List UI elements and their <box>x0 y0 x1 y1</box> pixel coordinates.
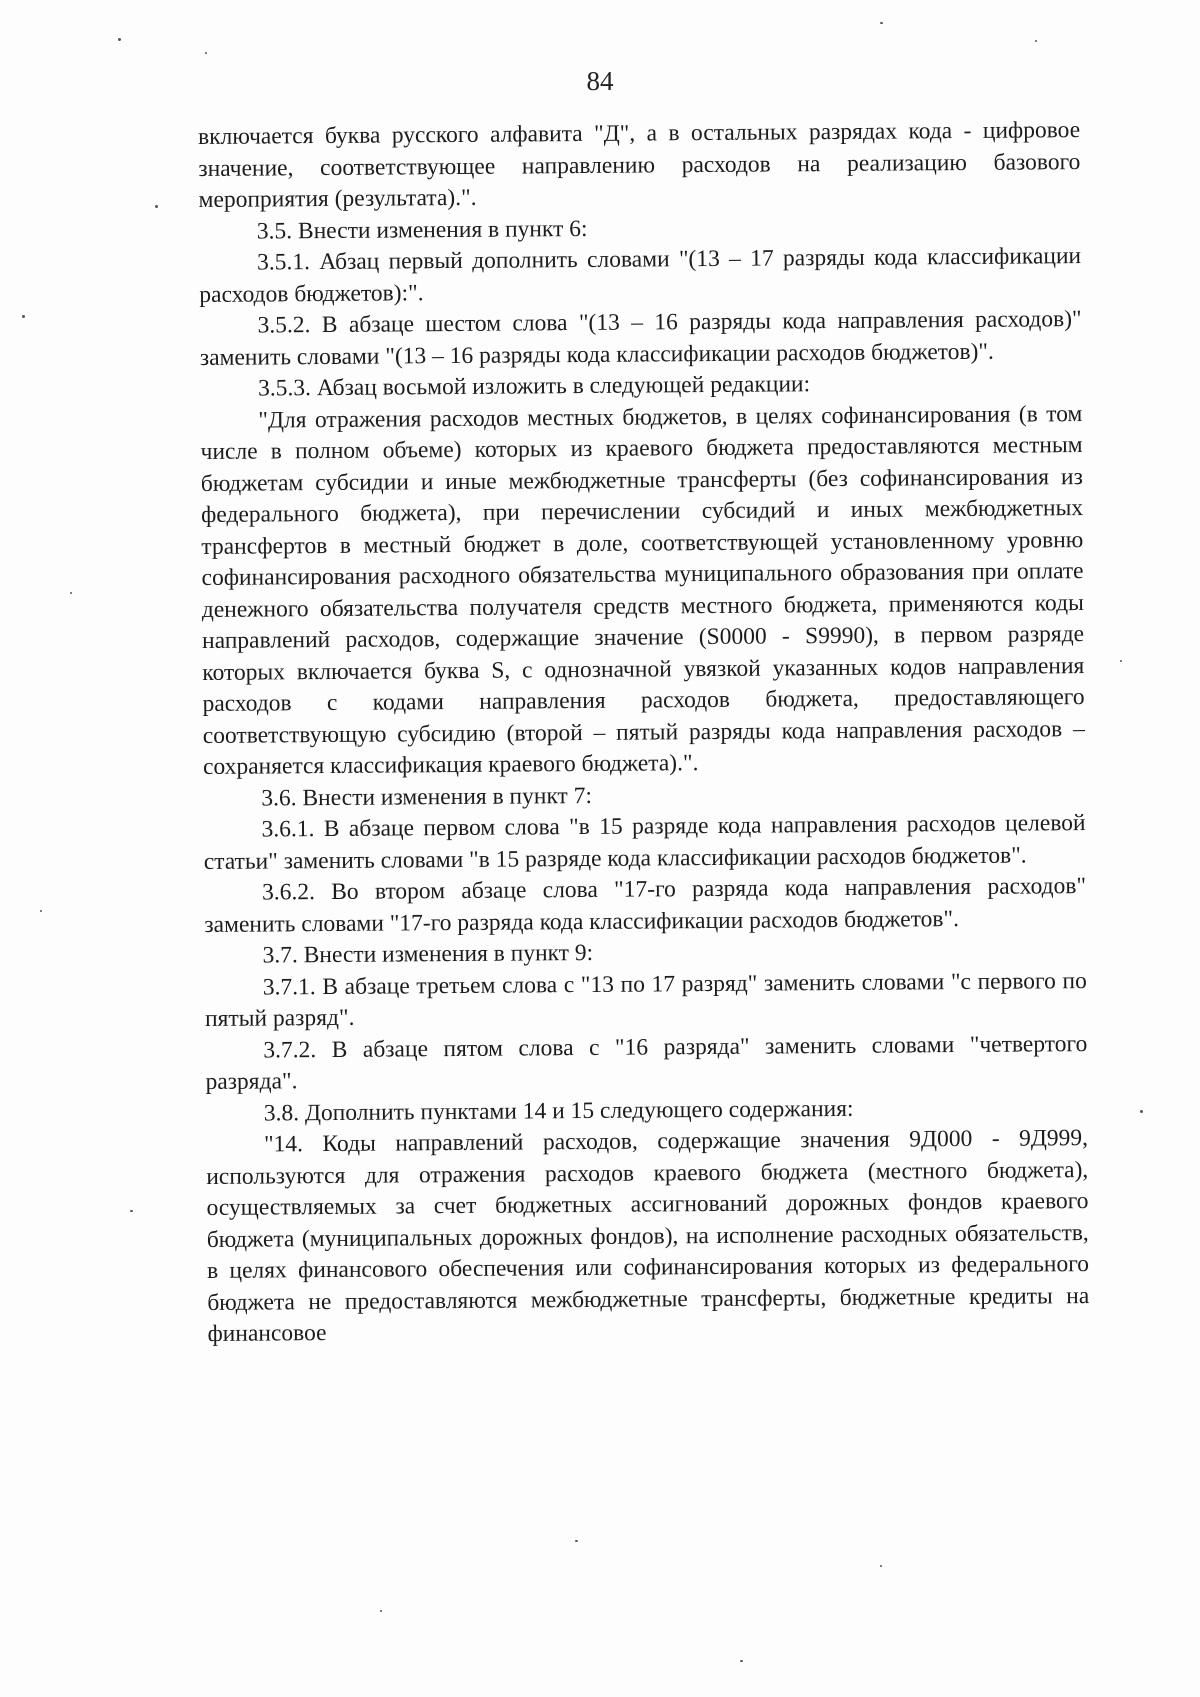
page-number: 84 <box>586 66 614 96</box>
paragraph-3-6-2: 3.6.2. Во втором абзаце слова "17-го разряда кода направления расходов" заменить словами "17-го разряда кода классификации расходов бюджетов". <box>204 873 1087 938</box>
scan-speck <box>575 1540 578 1542</box>
paragraph-3-7-1: 3.7.1. В абзаце третьем слова с "13 по 17 разряд" заменить словами "с первого по пятый разряд". <box>204 967 1087 1032</box>
paragraph-3-8: 3.8. Дополнить пунктами 14 и 15 следующего содержания: <box>263 1095 854 1127</box>
document-body <box>198 115 1090 1350</box>
paragraph-3-5: 3.5. Внести изменения в пункт 6: <box>256 215 588 245</box>
paragraph-3-5-1: 3.5.1. Абзац первый дополнить словами "(13 – 17 разряды кода классификации расходов бюджетов):". <box>199 243 1082 308</box>
paragraph-point-14: "14. Коды направлений расходов, содержащие значения 9Д000 - 9Д999, используются для отражения расходов краевого бюджета (местного бюджета), осуществляемых за счет бюджетных ассигнований дорожных фондов краевого бюджета (муниципальных дорожных фондов), на исполнение расходных обязательств, в целях финансового обеспечения или софинансирования которых из федерального бюджета не предоставляются межбюджетные трансферты, бюджетные кредиты на финансовое <box>206 1125 1090 1347</box>
paragraph-3-7-2: 3.7.2. В абзаце пятом слова с "16 разряда" заменить словами "четвертого разряда". <box>205 1030 1088 1095</box>
paragraph-3-7: 3.7. Внести изменения в пункт 9: <box>262 939 594 969</box>
scan-speck <box>380 1610 382 1612</box>
paragraph-3-6: 3.6. Внести изменения в пункт 7: <box>261 782 593 812</box>
scan-speck <box>130 1210 133 1212</box>
paragraph-3-6-1: 3.6.1. В абзаце первом слова "в 15 разряде кода направления расходов целевой статьи" заменить словами "в 15 разряде кода классификации расходов бюджетов". <box>203 810 1086 875</box>
scan-speck <box>1120 660 1122 662</box>
paragraph-3-5-2: 3.5.2. В абзаце шестом слова "(13 – 16 разряды кода направления расходов)" заменить словами "(13 – 16 разряды кода классификации расходов бюджетов)". <box>199 306 1082 371</box>
scan-speck <box>22 315 25 318</box>
scan-speck <box>155 205 158 208</box>
scan-speck <box>1140 1110 1143 1113</box>
scan-speck <box>1035 40 1037 42</box>
paragraph-3-5-3: 3.5.3. Абзац восьмой изложить в следующей редакции: <box>257 371 811 402</box>
scan-speck <box>880 22 883 24</box>
scan-speck <box>70 592 72 594</box>
paragraph-quoted-abzac: "Для отражения расходов местных бюджетов, в целях софинансирования (в том числе в полном объеме) которых из краевого бюджета предоставляются местным бюджетам субсидии и иные межбюджетные трансферты (без софинансирования из федерального бюджета), при перечислении субсидий и иных межбюджетных трансфертов в местный бюджет в доле, соответствующей установленному уровню софинансирования расходного обязательства муниципального образования при оплате денежного обязательства получателя средств местного бюджета, применяются коды направлений расходов, содержащие значение (S0000 - S9990), в первом разряде которых включается буква S, с однозначной увязкой указанных кодов направления расходов с кодами направления расходов бюджета, предоставляющего соответствующую субсидию (второй – пятый разряды кода направления расходов – сохраняется классификация краевого бюджета).". <box>200 400 1085 780</box>
scan-speck <box>740 1660 743 1662</box>
scan-speck <box>118 38 121 41</box>
scan-speck <box>205 52 207 54</box>
scan-speck <box>40 910 42 912</box>
scan-speck <box>880 1565 882 1567</box>
paragraph-continuation: включается буква русского алфавита "Д", а в остальных разрядах кода - цифровое значение, соответствующее направлению расходов на реализацию базового мероприятия (результата).". <box>198 117 1081 213</box>
